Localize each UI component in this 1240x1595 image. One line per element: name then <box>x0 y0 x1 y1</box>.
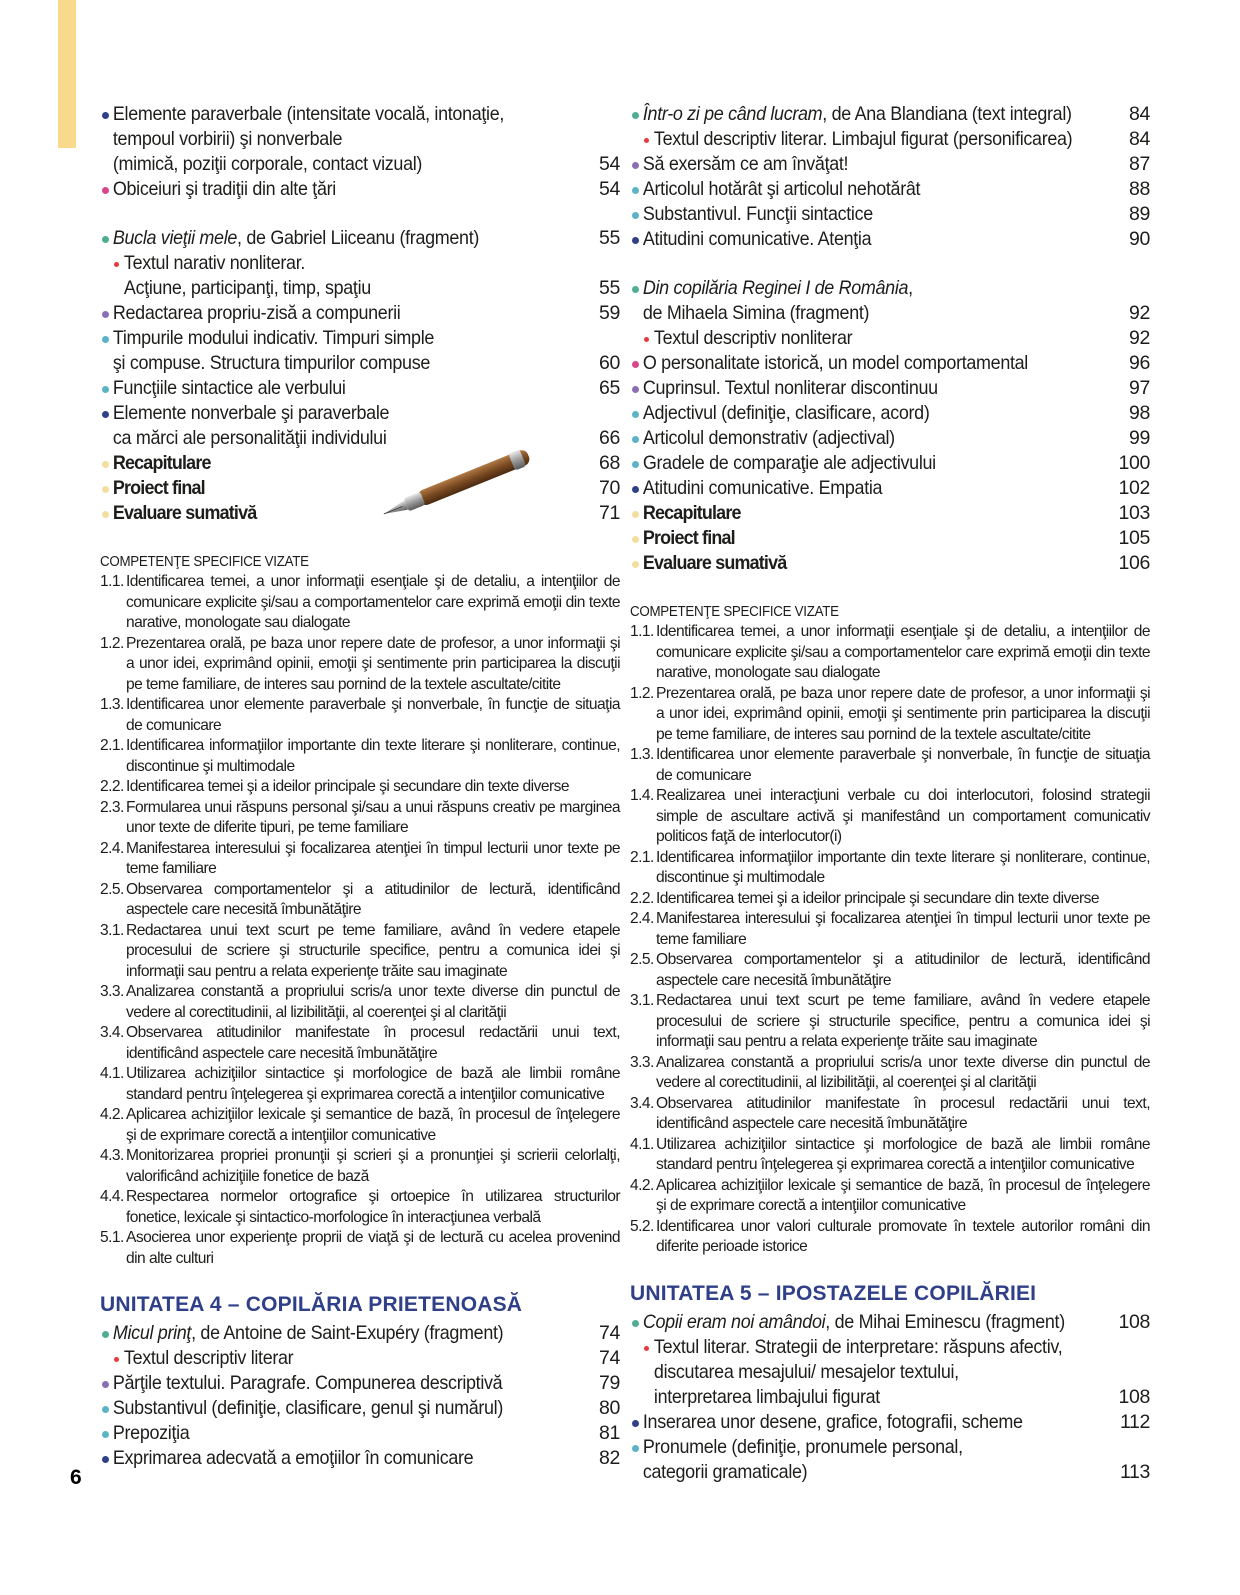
toc-entry-title-text: Elemente nonverbale şi paraverbale <box>112 402 390 424</box>
toc-entry <box>630 376 1150 401</box>
competency-text: Prezentarea orală, pe baza unor repere date de profesor, a unor informaţii şi a unor idei, exprimând opinii, emoţii şi sentimente prin participarea la discuţii pe teme familiare, de interes sau pornind de la textele ascultate/citite <box>126 634 620 693</box>
toc-entry-page: 60 <box>599 352 620 374</box>
toc-entry-title <box>630 526 1068 551</box>
competency-item <box>100 1064 620 1105</box>
toc-entry-title <box>630 102 1072 127</box>
competency-number: 3.4. <box>630 1094 654 1112</box>
toc-entry-title-text: categorii gramaticale) <box>642 1460 808 1483</box>
toc-entry-title-text: Cuprinsul. Textul nonliterar discontinuu <box>642 377 938 399</box>
toc-entry-page: 55 <box>599 277 620 299</box>
toc-entry-title-text: ca mărci ale personalităţii individului <box>112 427 387 449</box>
competency-item <box>100 634 620 696</box>
toc-entry-title <box>630 501 1068 526</box>
toc-entry-title-text: , <box>908 277 913 299</box>
toc-entry-page: 108 <box>1118 1310 1150 1333</box>
competency-number: 1.4. <box>630 787 654 804</box>
toc-entry-page: 55 <box>599 227 620 249</box>
toc-entry <box>100 1371 620 1396</box>
toc-entry-title-text: Evaluare sumativă <box>642 552 787 574</box>
toc-entry <box>630 326 1150 351</box>
competency-item <box>100 777 620 798</box>
toc-list-unit4 <box>100 1321 620 1471</box>
toc-entry <box>100 301 620 326</box>
toc-entry-title-text: , de Antoine de Saint-Exupéry (fragment) <box>191 1322 504 1344</box>
toc-entry-title-text: Acţiune, participanţi, timp, spaţiu <box>123 277 371 299</box>
toc-entry <box>630 451 1150 476</box>
toc-entry-title <box>630 1435 1068 1460</box>
toc-entry-page: 54 <box>599 153 620 175</box>
toc-entry-page: 92 <box>1129 327 1150 349</box>
toc-entry-page: 99 <box>1129 427 1150 449</box>
competency-text: Redactarea unui text scurt pe teme familiare, având în vedere etapele procesului de scriere şi structurile specifice, pentru a comunica idei şi informaţii sau pentru a relata experienţe trăite sau imaginate <box>656 992 1150 1050</box>
toc-entry-title <box>100 251 538 276</box>
competency-item <box>100 921 620 983</box>
competency-item <box>630 889 1150 910</box>
toc-entry-title <box>630 1410 1068 1435</box>
competency-text: Redactarea unui text scurt pe teme familiare, având în vedere etapele procesului de scriere şi structurile specifice, pentru a comunica idei şi informaţii sau pentru a relata experienţe trăite sau imaginate <box>126 921 620 980</box>
accent-bar <box>58 0 76 148</box>
competency-item <box>630 1053 1150 1094</box>
toc-entry-title-text: Funcţiile sintactice ale verbului <box>112 377 346 399</box>
toc-entry-page: 84 <box>1129 128 1150 150</box>
competency-item <box>100 1023 620 1064</box>
competency-item <box>100 982 620 1023</box>
competency-number: 4.2. <box>630 1176 654 1194</box>
toc-entry <box>630 152 1150 177</box>
toc-entry-page: 113 <box>1119 1460 1150 1483</box>
competency-text: Utilizarea achiziţiilor sintactice şi morfologice de bază ale limbii române standard pentru înţelegerea şi exprimarea corectă a intenţiilor comunicative <box>126 1065 620 1103</box>
toc-entry-title-text: Atitudini comunicative. Atenţia <box>642 228 872 250</box>
toc-entry-title-text: Timpurile modului indicativ. Timpuri simple <box>112 327 435 349</box>
toc-entry-title <box>630 1385 1068 1410</box>
toc-entry-title <box>630 401 1068 426</box>
toc-entry <box>100 1446 620 1471</box>
toc-entry-title <box>100 127 538 152</box>
toc-entry <box>630 476 1150 501</box>
toc-entry-title-text: Prepoziţia <box>112 1422 190 1444</box>
toc-entry <box>630 1435 1150 1460</box>
toc-entry <box>100 326 620 351</box>
toc-entry-page: 70 <box>599 477 620 499</box>
competency-number: 1.1. <box>100 573 124 590</box>
competencies-list <box>100 572 620 1269</box>
competency-text: Manifestarea interesului şi focalizarea atenţiei în timpul lecturii unor texte pe teme familiare <box>126 839 620 877</box>
toc-entry-page: 98 <box>1129 402 1150 424</box>
toc-entry-title-text: Textul descriptiv nonliterar <box>653 327 853 349</box>
toc-entry-title <box>100 401 538 426</box>
competency-item <box>100 1105 620 1146</box>
page-number: 6 <box>70 1466 82 1489</box>
toc-entry-title-text: Textul descriptiv literar. Limbajul figurat (personificarea) <box>653 128 1073 150</box>
competency-item <box>630 991 1150 1053</box>
toc-entry-page: 68 <box>599 452 620 474</box>
toc-entry-title-text: Inserarea unor desene, grafice, fotografii, scheme <box>642 1410 1023 1433</box>
competency-item <box>100 572 620 634</box>
competency-number: 1.3. <box>630 746 654 763</box>
toc-entry-page: 89 <box>1129 203 1150 225</box>
toc-entry-page: 80 <box>599 1397 620 1419</box>
toc-entry-title <box>630 451 1068 476</box>
competency-number: 3.1. <box>100 921 124 939</box>
toc-entry <box>630 127 1150 152</box>
toc-entry-title-text: interpretarea limbajului figurat <box>653 1385 880 1408</box>
toc-entry-title-text: şi compuse. Structura timpurilor compuse <box>112 352 431 374</box>
toc-entry-title-text: Redactarea propriu-zisă a compunerii <box>112 302 401 324</box>
competency-number: 2.5. <box>630 951 654 968</box>
toc-entry <box>630 426 1150 451</box>
competency-text: Observarea atitudinilor manifestate în procesul redactării unui text, identificând aspectele care necesită îmbunătăţire <box>126 1024 620 1062</box>
competency-text: Identificarea informaţiilor importante din texte literare şi nonliterare, continue, discontinue şi multimodale <box>656 848 1150 886</box>
competencies-list <box>630 622 1150 1258</box>
toc-entry-title <box>100 152 538 177</box>
toc-entry-title <box>100 1346 538 1371</box>
toc-entry-page: 97 <box>1129 377 1150 399</box>
toc-entry <box>100 351 620 376</box>
competencies-title: COMPETENŢE SPECIFICE VIZATE <box>100 554 309 570</box>
toc-entry-title <box>100 376 538 401</box>
toc-entry-title <box>100 1421 538 1446</box>
competency-number: 4.1. <box>100 1065 124 1082</box>
right-column <box>630 102 1150 1485</box>
toc-entry <box>630 1360 1150 1385</box>
toc-entry-title <box>630 1310 1068 1335</box>
toc-entry-title-italic: Din copilăria Reginei I de România <box>642 277 909 299</box>
toc-entry <box>100 376 620 401</box>
competency-text: Identificarea temei şi a ideilor principale şi secundare din texte diverse <box>126 778 569 795</box>
toc-entry-title-text: Recapitulare <box>642 502 741 524</box>
toc-entry-page: 71 <box>599 502 620 524</box>
toc-list-unit4-cont <box>630 102 1150 576</box>
competency-text: Identificarea unor valori culturale promovate în textele autorilor români din diferite perioade istorice <box>656 1217 1150 1255</box>
toc-entry-title <box>100 326 538 351</box>
toc-entry-title <box>630 426 1068 451</box>
competency-item <box>630 848 1150 889</box>
toc-entry-page: 74 <box>599 1322 620 1344</box>
competency-text: Identificarea unor elemente paraverbale şi nonverbale, în funcţie de situaţia de comunicare <box>126 696 620 734</box>
competency-number: 3.4. <box>100 1024 124 1041</box>
fountain-pen-illustration <box>368 444 548 524</box>
competency-number: 2.4. <box>100 839 124 857</box>
competency-item <box>630 745 1150 786</box>
toc-entry <box>630 1335 1150 1360</box>
competency-number: 1.1. <box>630 623 654 640</box>
toc-entry-title <box>630 1460 1068 1485</box>
toc-entry-title <box>100 1446 538 1471</box>
competency-item <box>100 880 620 921</box>
toc-entry <box>100 1321 620 1346</box>
competency-text: Identificarea temei, a unor informaţii esenţiale şi de detaliu, a intenţiilor de comunicare explicite şi/sau a comportamentelor care exprimă emoţii din texte narative, monologate sau dialogate <box>656 623 1150 681</box>
toc-entry-title <box>630 152 1068 177</box>
toc-entry-title-text: Proiect final <box>642 527 735 549</box>
toc-entry-title-text: (mimică, poziţii corporale, contact vizual) <box>112 153 423 175</box>
toc-entry <box>100 226 620 251</box>
toc-entry-title <box>630 202 1068 227</box>
toc-entry-page: 108 <box>1118 1385 1150 1408</box>
toc-entry-title-text: Atitudini comunicative. Empatia <box>642 477 883 499</box>
toc-entry <box>100 401 620 426</box>
competency-item <box>630 622 1150 684</box>
competency-number: 2.2. <box>100 778 124 795</box>
toc-entry-title <box>630 1335 1068 1360</box>
toc-entry-title <box>100 1321 538 1346</box>
competency-item <box>630 1135 1150 1176</box>
competency-number: 2.1. <box>100 737 124 754</box>
toc-entry-title-text: , de Ana Blandiana (text integral) <box>822 103 1072 125</box>
toc-entry-title-text: Textul narativ nonliterar. <box>123 252 306 274</box>
toc-entry-page: 88 <box>1129 178 1150 200</box>
competency-text: Identificarea temei şi a ideilor principale şi secundare din texte diverse <box>656 889 1099 907</box>
toc-entry-title-italic: Bucla vieţii mele <box>112 227 238 249</box>
competency-item <box>630 1217 1150 1258</box>
competency-text: Identificarea temei, a unor informaţii esenţiale şi de detaliu, a intenţiilor de comunicare explicite şi/sau a comportamentelor care exprimă emoţii din texte narative, monologate sau dialogate <box>126 573 620 631</box>
toc-entry-title-italic: Copii eram noi amândoi <box>642 1310 826 1333</box>
toc-entry <box>100 276 620 301</box>
toc-entry-title <box>630 551 1068 576</box>
toc-entry-title <box>630 276 1068 301</box>
toc-entry-title-text: Textul descriptiv literar <box>123 1347 294 1369</box>
toc-entry-title-text: Substantivul (definiţie, clasificare, genul şi numărul) <box>112 1397 504 1419</box>
toc-entry-title <box>100 351 538 376</box>
toc-entry <box>630 551 1150 576</box>
toc-entry-title <box>630 227 1068 252</box>
competency-text: Analizarea constantă a propriului scris/a unor texte diverse din punctul de vedere al corectitudinii, al lizibilităţii, al coerenţei şi al clarităţii <box>656 1053 1150 1091</box>
toc-entry <box>630 177 1150 202</box>
toc-entry-title <box>630 301 1068 326</box>
competency-number: 2.4. <box>630 910 654 927</box>
toc-entry-title <box>630 1360 1068 1385</box>
toc-entry-title-text: Proiect final <box>112 477 205 499</box>
competency-number: 1.2. <box>100 634 124 652</box>
competency-number: 3.1. <box>630 992 654 1009</box>
competency-item <box>100 736 620 777</box>
toc-entry-title-text: Articolul hotărât şi articolul nehotărât <box>642 178 921 200</box>
competency-number: 4.4. <box>100 1188 124 1205</box>
competency-text: Identificarea unor elemente paraverbale şi nonverbale, în funcţie de situaţia de comunicare <box>656 746 1150 784</box>
toc-entry <box>630 1410 1150 1435</box>
toc-entry-page: 106 <box>1118 552 1150 574</box>
competency-text: Aplicarea achiziţiilor lexicale şi semantice de bază, în procesul de înţelegere şi de exprimare corectă a intenţiilor comunicative <box>656 1176 1150 1214</box>
competency-item <box>100 839 620 880</box>
competency-item <box>630 786 1150 848</box>
toc-entry-title <box>100 276 538 301</box>
competency-item <box>630 1094 1150 1135</box>
competency-number: 2.1. <box>630 848 654 866</box>
toc-entry-title <box>100 102 538 127</box>
toc-list-unit5 <box>630 1310 1150 1485</box>
competency-number: 1.2. <box>630 684 654 702</box>
toc-entry-page: 66 <box>599 427 620 449</box>
toc-entry-title-text: discutarea mesajului/ mesajelor textului, <box>653 1360 959 1383</box>
toc-entry <box>100 1346 620 1371</box>
toc-entry-title-text: Să exersăm ce am învăţat! <box>642 153 849 175</box>
competency-number: 4.3. <box>100 1147 124 1164</box>
competency-text: Realizarea unei interacţiuni verbale cu doi interlocutori, folosind strategii simple de ascultare activă şi manifestând un comportament comunicativ politicos faţă de interlocutor(i) <box>656 787 1150 845</box>
competency-number: 2.3. <box>100 798 124 816</box>
competency-number: 2.5. <box>100 880 124 898</box>
toc-entry <box>630 501 1150 526</box>
competency-item <box>100 1146 620 1187</box>
toc-entry-page: 81 <box>599 1422 620 1444</box>
unit-5-title: UNITATEA 5 – IPOSTAZELE COPILĂRIEI <box>630 1281 1037 1305</box>
toc-entry-title <box>630 351 1068 376</box>
toc-entry <box>100 1421 620 1446</box>
toc-entry-title <box>630 127 1072 152</box>
competency-item <box>100 1187 620 1228</box>
competency-item <box>100 798 620 839</box>
toc-entry-page: 65 <box>599 377 620 399</box>
toc-entry <box>100 177 620 202</box>
competency-item <box>630 950 1150 991</box>
toc-entry <box>630 401 1150 426</box>
competencies-title: COMPETENŢE SPECIFICE VIZATE <box>630 604 839 620</box>
toc-entry-page: 74 <box>599 1347 620 1369</box>
toc-entry-title <box>100 1396 538 1421</box>
competency-text: Monitorizarea propriei pronunţii şi scrieri şi a pronunţiei şi scrierii celorlalţi, valorificând achiziţiile fonetice de bază <box>126 1147 620 1185</box>
toc-entry-title <box>100 226 538 251</box>
competency-item <box>630 909 1150 950</box>
toc-entry-title <box>630 376 1068 401</box>
toc-entry <box>100 152 620 177</box>
competency-text: Utilizarea achiziţiilor sintactice şi morfologice de bază ale limbii române standard pentru înţelegerea şi exprimarea corectă a intenţiilor comunicative <box>656 1135 1150 1173</box>
toc-entry-title-italic: Într-o zi pe când lucram <box>642 103 823 125</box>
competency-text: Formularea unui răspuns personal şi/sau a unui răspuns creativ pe marginea unor texte de diferite tipuri, pe teme familiare <box>126 798 620 836</box>
toc-entry-page: 102 <box>1118 477 1150 499</box>
toc-entry-page: 103 <box>1118 502 1150 524</box>
toc-entry-title-text: de Mihaela Simina (fragment) <box>642 302 870 324</box>
toc-entry <box>100 1396 620 1421</box>
competency-text: Respectarea normelor ortografice şi ortoepice în utilizarea structurilor fonetice, lexicale şi sintactico-morfologice în interacţiunea verbală <box>126 1188 620 1226</box>
competency-text: Identificarea informaţiilor importante din texte literare şi nonliterare, continue, discontinue şi multimodale <box>126 737 620 775</box>
toc-entry-title-text: Adjectivul (definiţie, clasificare, acord) <box>642 402 930 424</box>
toc-entry-title-text: Gradele de comparaţie ale adjectivului <box>642 452 936 474</box>
toc-entry-title-text: , de Gabriel Liiceanu (fragment) <box>237 227 480 249</box>
toc-entry-page: 87 <box>1129 153 1150 175</box>
toc-entry-page: 79 <box>599 1372 620 1394</box>
toc-entry-title-text: Evaluare sumativă <box>112 502 257 524</box>
toc-entry-title-text: Elemente paraverbale (intensitate vocală, intonaţie, <box>112 103 505 125</box>
toc-entry-title-text: Părţile textului. Paragrafe. Compunerea descriptivă <box>112 1372 503 1394</box>
toc-entry-page: 100 <box>1118 452 1150 474</box>
toc-entry-title-text: Pronumele (definiţie, pronumele personal, <box>642 1435 963 1458</box>
toc-entry <box>630 301 1150 326</box>
toc-entry-title-italic: Micul prinţ <box>112 1322 192 1344</box>
toc-entry-page: 59 <box>599 302 620 324</box>
toc-entry-page: 92 <box>1129 302 1150 324</box>
competency-number: 4.1. <box>630 1135 654 1153</box>
toc-entry-page: 84 <box>1129 103 1150 125</box>
unit-4-title: UNITATEA 4 – COPILĂRIA PRIETENOASĂ <box>100 1293 523 1316</box>
toc-entry-title-text: Exprimarea adecvată a emoţiilor în comunicare <box>112 1447 474 1469</box>
competency-number: 1.3. <box>100 696 124 713</box>
competency-text: Prezentarea orală, pe baza unor repere date de profesor, a unor informaţii şi a unor idei, exprimând opinii, emoţii şi sentimente prin participarea la discuţii pe teme familiare, de interes sau pornind de la textele ascultate/citite <box>656 684 1150 743</box>
toc-entry-title <box>630 476 1068 501</box>
toc-entry-page: 96 <box>1129 352 1150 374</box>
toc-entry <box>100 251 620 276</box>
toc-entry <box>100 127 620 152</box>
toc-entry <box>100 102 620 127</box>
toc-entry-page: 90 <box>1129 228 1150 250</box>
toc-entry-title-text: tempoul vorbirii) şi nonverbale <box>112 128 343 150</box>
toc-entry <box>630 227 1150 252</box>
toc-entry-title <box>100 301 538 326</box>
toc-entry-title-text: Obiceiuri şi tradiţii din alte ţări <box>112 178 336 200</box>
competency-item <box>630 1176 1150 1217</box>
toc-entry <box>630 1385 1150 1410</box>
competency-item <box>100 1228 620 1269</box>
toc-entry <box>630 102 1150 127</box>
toc-entry-title <box>630 177 1068 202</box>
competency-number: 4.2. <box>100 1106 124 1123</box>
toc-entry <box>630 351 1150 376</box>
toc-entry <box>630 1310 1150 1335</box>
toc-entry-title-text: , de Mihai Eminescu (fragment) <box>825 1310 1065 1333</box>
competency-number: 5.1. <box>100 1229 124 1246</box>
competency-number: 3.3. <box>630 1053 654 1071</box>
toc-entry <box>630 526 1150 551</box>
competency-number: 2.2. <box>630 889 654 907</box>
competency-text: Analizarea constantă a propriului scris/a unor texte diverse din punctul de vedere al corectitudinii, al lizibilităţii, al coerenţei şi al clarităţii <box>126 983 620 1021</box>
competency-item <box>100 695 620 736</box>
toc-entry-title <box>100 1371 538 1396</box>
competency-item <box>630 684 1150 746</box>
toc-entry-title-text: Textul literar. Strategii de interpretare: răspuns afectiv, <box>653 1335 1063 1358</box>
competency-text: Asocierea unor experienţe proprii de viaţă şi de lectură cu acelea provenind din alte culturi <box>126 1229 620 1267</box>
toc-entry-title-text: Recapitulare <box>112 452 211 474</box>
toc-entry-title <box>630 326 1068 351</box>
competency-text: Manifestarea interesului şi focalizarea atenţiei în timpul lecturii unor texte pe teme familiare <box>656 910 1150 948</box>
toc-entry <box>630 202 1150 227</box>
toc-entry-title-text: O personalitate istorică, un model comportamental <box>642 352 1028 374</box>
toc-entry <box>630 276 1150 301</box>
toc-entry-page: 82 <box>599 1447 620 1469</box>
toc-entry-title-text: Articolul demonstrativ (adjectival) <box>642 427 895 449</box>
competency-number: 3.3. <box>100 983 124 1000</box>
toc-entry-page: 105 <box>1118 527 1150 549</box>
competency-number: 5.2. <box>630 1217 654 1235</box>
toc-entry-page: 112 <box>1119 1410 1150 1433</box>
toc-entry-title-text: Substantivul. Funcţii sintactice <box>642 203 873 225</box>
toc-entry-title <box>100 177 538 202</box>
competency-text: Aplicarea achiziţiilor lexicale şi semantice de bază, în procesul de înţelegere şi de exprimare corectă a intenţiilor comunicative <box>126 1106 620 1144</box>
competency-text: Observarea atitudinilor manifestate în procesul redactării unui text, identificând aspectele care necesită îmbunătăţire <box>656 1094 1150 1132</box>
competency-text: Observarea comportamentelor şi a atitudinilor de lectură, identificând aspectele care necesită îmbunătăţire <box>126 880 620 918</box>
toc-entry <box>630 1460 1150 1485</box>
toc-entry-page: 54 <box>599 178 620 200</box>
left-column <box>100 102 620 1471</box>
competency-text: Observarea comportamentelor şi a atitudinilor de lectură, identificând aspectele care necesită îmbunătăţire <box>656 951 1150 989</box>
